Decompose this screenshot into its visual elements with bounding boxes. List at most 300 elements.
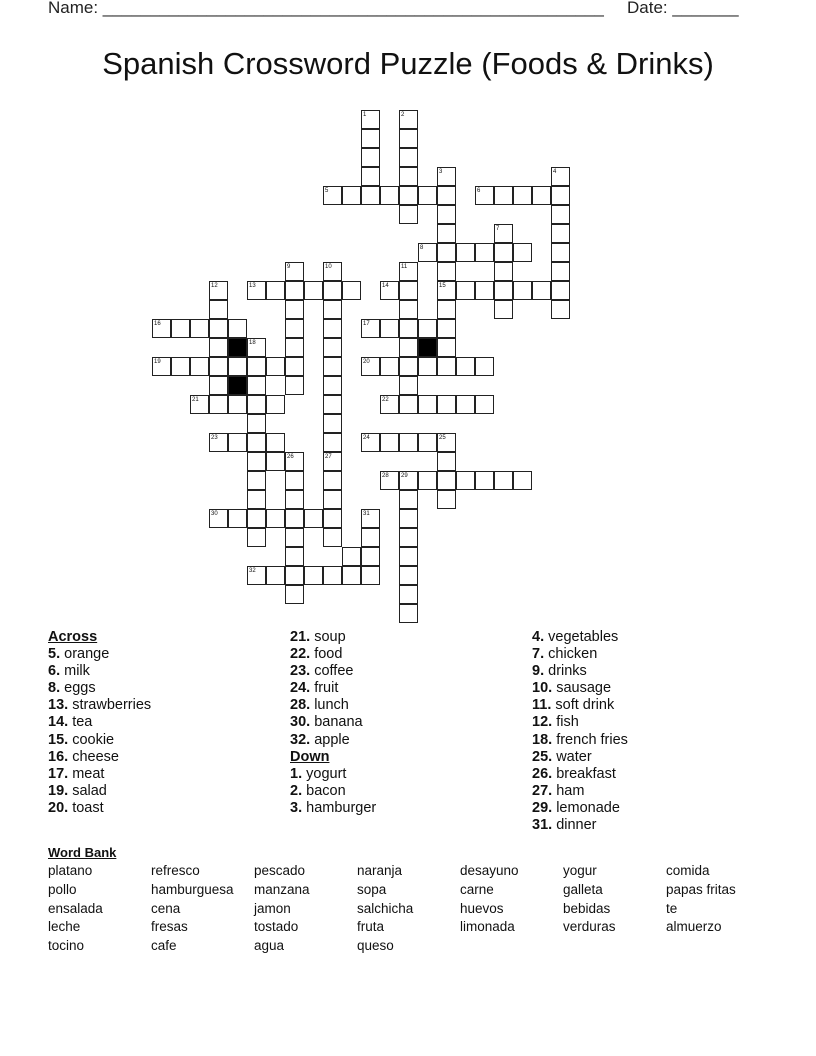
grid-cell[interactable] [437,471,456,490]
word-bank-item: comida [666,863,710,878]
grid-cell[interactable] [304,509,323,528]
grid-cell[interactable] [475,357,494,376]
grid-cell[interactable] [551,205,570,224]
word-bank-item: platano [48,863,93,878]
clue-text: food [314,646,343,663]
word-bank-item: refresco [151,863,200,878]
grid-cell[interactable] [399,509,418,528]
grid-cell[interactable] [399,376,418,395]
grid-cell[interactable] [285,509,304,528]
clue-text: orange [64,646,110,663]
grid-cell[interactable] [361,129,380,148]
grid-block [418,338,437,357]
clue-number-label: 14. [48,714,69,731]
grid-cell[interactable] [437,300,456,319]
grid-cell[interactable] [361,186,380,205]
grid-cell[interactable] [304,566,323,585]
grid-cell[interactable] [456,281,475,300]
grid-cell[interactable] [266,395,285,414]
word-bank-item: fruta [357,919,385,935]
grid-cell[interactable] [456,471,475,490]
clue-item [532,766,628,783]
clue-number: 7 [496,226,500,232]
grid-cell[interactable] [266,357,285,376]
grid-cell[interactable] [513,471,532,490]
clue-number: 4 [553,169,557,175]
grid-cell[interactable] [437,452,456,471]
clue-number: 27 [325,454,332,460]
grid-cell[interactable] [437,490,456,509]
clue-number: 12 [211,283,218,289]
clue-text: drinks [548,663,587,680]
grid-cell[interactable] [266,566,285,585]
grid-cell[interactable] [399,167,418,186]
grid-cell[interactable] [361,167,380,186]
clue-number-label: 16. [48,748,69,765]
clue-text: hamburger [306,799,377,816]
grid-cell[interactable] [551,224,570,243]
word-bank-item: huevos [460,900,504,916]
clue-item [290,783,376,800]
clue-number: 19 [154,359,161,365]
grid-cell[interactable] [323,376,342,395]
grid-cell[interactable] [209,300,228,319]
grid-cell[interactable] [475,243,494,262]
grid-cell[interactable] [399,148,418,167]
clue-number-label: 23. [290,663,311,680]
clue-text: ham [556,782,585,799]
grid-cell[interactable] [209,357,228,376]
clue-number-label: 8. [48,680,61,697]
clue-text: strawberries [72,697,152,714]
clue-number: 10 [325,264,332,270]
grid-cell[interactable] [285,585,304,604]
grid-cell[interactable] [532,281,551,300]
page-title: Spanish Crossword Puzzle (Foods & Drinks) [102,46,714,81]
grid-block [228,338,247,357]
clue-item [48,714,151,731]
grid-cell[interactable] [323,338,342,357]
name-field-line: Name: _____________________________________________________ [48,0,604,17]
grid-cell[interactable] [247,509,266,528]
clue-item [48,783,151,800]
grid-cell[interactable] [513,186,532,205]
grid-cell[interactable] [285,357,304,376]
grid-cell[interactable] [456,357,475,376]
grid-cell[interactable] [399,205,418,224]
grid-cell[interactable] [209,338,228,357]
grid-cell[interactable] [209,319,228,338]
grid-cell[interactable] [399,585,418,604]
word-bank-item: cafe [151,938,177,954]
clues-column-2 [290,629,376,817]
clue-number-label: 7. [532,646,545,663]
clue-text: cookie [72,731,115,748]
grid-cell[interactable] [266,509,285,528]
grid-cell[interactable] [285,547,304,566]
grid-cell[interactable] [380,186,399,205]
clue-number: 24 [363,435,370,441]
grid-cell[interactable] [437,395,456,414]
word-bank-item: cena [151,900,181,916]
clue-item [532,714,628,731]
clue-section-title: Across [48,629,98,645]
clue-number: 21 [192,397,199,403]
clue-text: yogurt [306,765,347,782]
clue-item [532,629,628,646]
clue-item [290,697,376,714]
grid-cell[interactable] [437,205,456,224]
clue-text: french fries [556,731,628,748]
grid-cell[interactable] [437,243,456,262]
word-bank-item: fresas [151,919,188,935]
clue-item [532,749,628,766]
clue-item [532,697,628,714]
grid-cell[interactable] [475,395,494,414]
grid-cell[interactable] [323,490,342,509]
clue-number-label: 28. [290,697,311,714]
clue-text: breakfast [556,765,616,782]
clue-item [532,783,628,800]
grid-cell[interactable] [323,281,342,300]
clue-number: 20 [363,359,370,365]
grid-cell[interactable] [361,566,380,585]
grid-cell[interactable] [247,395,266,414]
grid-cell[interactable] [418,357,437,376]
grid-cell[interactable] [437,224,456,243]
grid-cell[interactable] [266,433,285,452]
clue-item [290,766,376,783]
clue-number-label: 25. [532,748,553,765]
clue-number: 13 [249,283,256,289]
grid-cell[interactable] [456,395,475,414]
grid-cell[interactable] [513,281,532,300]
clue-text: apple [314,731,350,748]
clue-text: eggs [64,680,96,697]
grid-cell[interactable] [342,186,361,205]
grid-cell[interactable] [399,566,418,585]
clue-number: 23 [211,435,218,441]
clue-number-label: 15. [48,731,69,748]
grid-cell[interactable] [494,243,513,262]
clue-text: vegetables [548,629,619,645]
grid-cell[interactable] [323,300,342,319]
grid-cell[interactable] [399,604,418,623]
word-bank-item: yogur [563,863,597,878]
clues-column-3 [532,629,628,834]
grid-cell[interactable] [285,490,304,509]
grid-cell[interactable] [285,376,304,395]
grid-cell[interactable] [209,376,228,395]
clue-number-label: 32. [290,731,311,748]
clue-number: 5 [325,188,329,194]
word-bank-item: agua [254,938,285,954]
grid-cell[interactable] [171,357,190,376]
grid-cell[interactable] [209,395,228,414]
grid-cell[interactable] [361,148,380,167]
word-bank-item: te [666,900,678,916]
grid-cell[interactable] [228,357,247,376]
grid-cell[interactable] [437,357,456,376]
grid-cell[interactable] [323,471,342,490]
grid-cell[interactable] [399,186,418,205]
word-bank-item: pollo [48,881,77,897]
grid-cell[interactable] [418,319,437,338]
clue-number: 15 [439,283,446,289]
grid-cell[interactable] [323,433,342,452]
clue-number-label: 31. [532,817,553,834]
clue-text: coffee [314,663,354,680]
grid-cell[interactable] [551,281,570,300]
clue-item [290,629,376,646]
grid-cell[interactable] [304,281,323,300]
grid-cell[interactable] [380,319,399,338]
clue-item [290,663,376,680]
grid-cell[interactable] [513,243,532,262]
grid-cell[interactable] [266,452,285,471]
grid-cell[interactable] [247,490,266,509]
grid-cell[interactable] [399,319,418,338]
clue-number: 8 [420,245,424,251]
clue-text: salad [72,782,107,799]
clue-number: 28 [382,473,389,479]
clue-item [290,732,376,749]
grid-cell[interactable] [399,338,418,357]
word-bank-item: ensalada [48,900,103,916]
clue-number-label: 20. [48,799,69,816]
word-bank-item: leche [48,919,81,935]
clue-item [290,800,376,817]
grid-cell[interactable] [285,281,304,300]
clue-number-label: 21. [290,629,311,645]
clue-text: banana [314,714,363,731]
clue-item [48,646,151,663]
clue-number-label: 2. [290,782,303,799]
grid-cell[interactable] [285,338,304,357]
word-bank-item: verduras [563,919,616,935]
word-bank-title: Word Bank [48,845,117,860]
clues-column-1 [48,629,151,817]
grid-cell[interactable] [475,471,494,490]
clue-number: 6 [477,188,481,194]
clue-number: 26 [287,454,294,460]
grid-cell[interactable] [551,186,570,205]
clue-number: 3 [439,169,443,175]
clue-number-label: 29. [532,799,553,816]
grid-cell[interactable] [551,300,570,319]
word-bank-item: almuerzo [666,919,722,935]
grid-cell[interactable] [399,357,418,376]
clue-text: cheese [72,748,119,765]
grid-cell[interactable] [285,566,304,585]
grid-cell[interactable] [399,433,418,452]
grid-cell[interactable] [323,509,342,528]
clue-number-label: 5. [48,646,61,663]
clue-item [290,714,376,731]
clue-item [532,680,628,697]
grid-cell[interactable] [399,129,418,148]
grid-cell[interactable] [342,566,361,585]
clue-number-label: 13. [48,697,69,714]
grid-cell[interactable] [247,414,266,433]
grid-cell[interactable] [190,357,209,376]
clue-text: toast [72,799,104,816]
grid-cell[interactable] [228,319,247,338]
clue-item [48,800,151,817]
word-bank-item: galleta [563,881,603,897]
grid-cell[interactable] [494,471,513,490]
grid-cell[interactable] [342,547,361,566]
word-bank-item: manzana [254,881,310,897]
word-bank-item: papas fritas [666,881,736,897]
clue-number-label: 22. [290,646,311,663]
grid-cell[interactable] [171,319,190,338]
grid-cell[interactable] [228,395,247,414]
clue-text: fruit [314,680,339,697]
clue-text: sausage [556,680,612,697]
grid-cell[interactable] [494,186,513,205]
clue-item [48,680,151,697]
clue-text: milk [64,663,90,680]
clue-item [532,732,628,749]
grid-cell[interactable] [494,281,513,300]
grid-block [228,376,247,395]
word-bank-item: sopa [357,881,387,897]
clue-item [48,663,151,680]
word-bank-item: tostado [254,919,299,935]
clue-text: water [556,748,592,765]
clue-number-label: 6. [48,663,61,680]
clue-number-label: 19. [48,782,69,799]
grid-cell[interactable] [399,281,418,300]
grid-cell[interactable] [532,186,551,205]
clue-item [48,732,151,749]
word-bank-item: tocino [48,938,85,954]
clue-text: bacon [306,782,346,799]
grid-cell[interactable] [418,395,437,414]
word-bank-item: desayuno [460,863,519,878]
grid-cell[interactable] [342,281,361,300]
grid-cell[interactable] [418,433,437,452]
clue-number: 30 [211,511,218,517]
grid-cell[interactable] [437,186,456,205]
grid-cell[interactable] [361,547,380,566]
grid-cell[interactable] [399,490,418,509]
word-bank-item: hamburguesa [151,881,234,897]
clue-number: 32 [249,568,256,574]
grid-cell[interactable] [266,281,285,300]
grid-cell[interactable] [437,319,456,338]
clue-number: 11 [401,264,408,270]
clue-number-label: 24. [290,680,311,697]
clue-text: meat [72,765,105,782]
grid-cell[interactable] [399,395,418,414]
clue-number: 22 [382,397,389,403]
clue-number: 17 [363,321,370,327]
grid-cell[interactable] [437,338,456,357]
grid-cell[interactable] [228,433,247,452]
grid-cell[interactable] [323,528,342,547]
clue-number: 31 [363,511,370,517]
grid-cell[interactable] [247,376,266,395]
grid-cell[interactable] [247,471,266,490]
grid-cell[interactable] [361,528,380,547]
grid-cell[interactable] [228,509,247,528]
clue-number-label: 26. [532,765,553,782]
grid-cell[interactable] [323,319,342,338]
grid-cell[interactable] [285,300,304,319]
clue-item [532,800,628,817]
grid-cell[interactable] [247,357,266,376]
clue-item [48,766,151,783]
clue-number: 2 [401,112,405,118]
clue-number: 14 [382,283,389,289]
clue-number-label: 27. [532,782,553,799]
grid-cell[interactable] [494,300,513,319]
clue-text: soft drink [555,697,615,714]
grid-cell[interactable] [323,566,342,585]
grid-cell[interactable] [380,357,399,376]
clue-number-label: 4. [532,629,545,645]
grid-cell[interactable] [437,262,456,281]
grid-cell[interactable] [285,528,304,547]
grid-cell[interactable] [399,300,418,319]
clue-number: 25 [439,435,446,441]
grid-cell[interactable] [323,414,342,433]
grid-cell[interactable] [418,186,437,205]
grid-cell[interactable] [399,528,418,547]
grid-cell[interactable] [418,471,437,490]
clue-number-label: 11. [532,697,552,714]
grid-cell[interactable] [380,433,399,452]
grid-cell[interactable] [456,243,475,262]
grid-cell[interactable] [247,433,266,452]
clue-number: 16 [154,321,161,327]
grid-cell[interactable] [247,452,266,471]
word-bank-item: salchicha [357,900,414,916]
clue-item [532,646,628,663]
grid-cell[interactable] [323,357,342,376]
clue-item [290,680,376,697]
clue-item [532,817,628,834]
clue-section-title: Down [290,748,330,765]
clue-text: soup [314,629,346,645]
clue-number-label: 3. [290,799,303,816]
clue-number-label: 9. [532,663,545,680]
clue-text: chicken [548,646,598,663]
grid-cell[interactable] [551,262,570,281]
word-bank-item: limonada [460,919,515,935]
grid-cell[interactable] [323,395,342,414]
grid-cell[interactable] [285,319,304,338]
clue-number: 29 [401,473,408,479]
grid-cell[interactable] [399,547,418,566]
grid-cell[interactable] [494,262,513,281]
grid-cell[interactable] [285,471,304,490]
word-bank-item: bebidas [563,900,611,916]
grid-cell[interactable] [551,243,570,262]
clue-number-label: 10. [532,680,553,697]
clue-number: 9 [287,264,291,270]
clue-number-label: 1. [290,765,303,782]
clue-item [48,749,151,766]
clue-number-label: 30. [290,714,311,731]
clue-number-label: 12. [532,714,553,731]
grid-cell[interactable] [190,319,209,338]
clue-item [532,663,628,680]
grid-cell[interactable] [247,528,266,547]
grid-cell[interactable] [475,281,494,300]
